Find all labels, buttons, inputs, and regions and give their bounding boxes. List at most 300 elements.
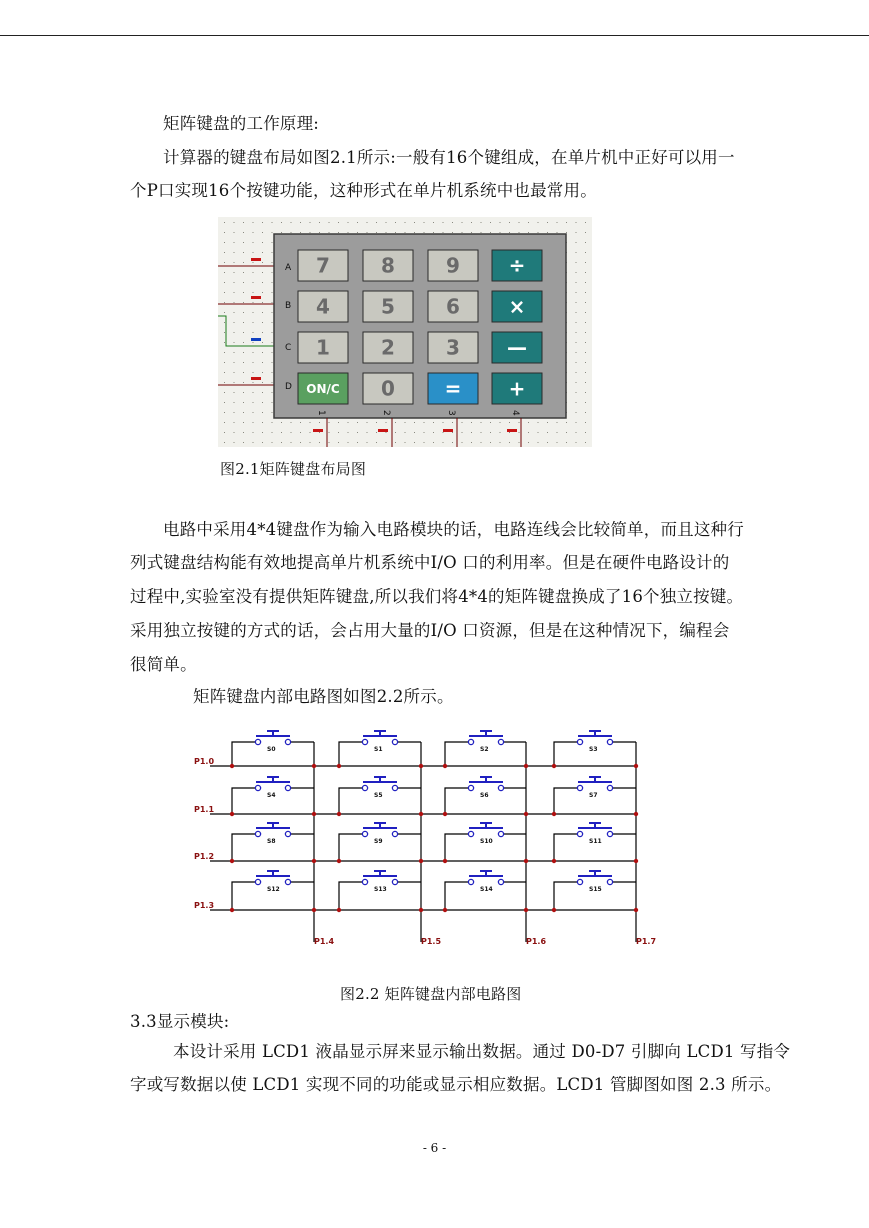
grid-dot	[500, 422, 501, 423]
grid-dot	[234, 402, 235, 403]
grid-dot	[585, 222, 586, 223]
figure-caption: 图2.1矩阵键盘布局图	[220, 460, 367, 478]
junction-node	[634, 812, 638, 816]
grid-dot	[424, 222, 425, 223]
grid-dot	[414, 222, 415, 223]
grid-dot	[243, 382, 244, 383]
paragraph-line: 个P口实现16个按键功能，这种形式在单片机系统中也最常用。	[130, 181, 597, 200]
grid-dot	[329, 232, 330, 233]
grid-dot	[272, 402, 273, 403]
switch-lead	[445, 742, 469, 766]
grid-dot	[234, 392, 235, 393]
header-rule	[0, 35, 869, 36]
grid-dot	[348, 432, 349, 433]
grid-dot	[281, 222, 282, 223]
grid-dot	[376, 422, 377, 423]
grid-dot	[272, 232, 273, 233]
grid-dot	[243, 402, 244, 403]
grid-dot	[224, 382, 225, 383]
grid-dot	[386, 222, 387, 223]
grid-dot	[509, 442, 510, 443]
grid-dot	[243, 372, 244, 373]
grid-dot	[338, 232, 339, 233]
switch-contact	[498, 831, 503, 836]
grid-dot	[585, 372, 586, 373]
junction-node	[552, 812, 556, 816]
junction-node	[443, 764, 447, 768]
grid-dot	[576, 332, 577, 333]
grid-dot	[376, 232, 377, 233]
switch-contact	[607, 879, 612, 884]
grid-dot	[585, 392, 586, 393]
grid-dot	[405, 222, 406, 223]
switch-label: S1	[374, 746, 383, 753]
switch-lead	[445, 834, 469, 861]
row-label: P1.0	[194, 757, 215, 766]
grid-dot	[500, 222, 501, 223]
grid-dot	[253, 362, 254, 363]
switch-contact	[362, 831, 367, 836]
switch-contact	[392, 739, 397, 744]
grid-dot	[300, 422, 301, 423]
grid-dot	[357, 232, 358, 233]
grid-dot	[291, 222, 292, 223]
grid-dot	[424, 442, 425, 443]
grid-dot	[234, 372, 235, 373]
grid-dot	[272, 252, 273, 253]
switch-contact	[362, 879, 367, 884]
junction-node	[419, 764, 423, 768]
grid-dot	[262, 272, 263, 273]
junction-node	[230, 764, 234, 768]
section-heading: 3.3显示模块:	[130, 1012, 230, 1031]
junction-node	[634, 764, 638, 768]
pin-marker	[251, 296, 261, 299]
grid-dot	[243, 282, 244, 283]
grid-dot	[471, 442, 472, 443]
junction-node	[312, 859, 316, 863]
grid-dot	[519, 432, 520, 433]
grid-dot	[443, 232, 444, 233]
switch-contact	[392, 831, 397, 836]
grid-dot	[386, 232, 387, 233]
grid-dot	[272, 282, 273, 283]
grid-dot	[319, 222, 320, 223]
switch-contact	[607, 739, 612, 744]
grid-dot	[253, 412, 254, 413]
grid-dot	[243, 302, 244, 303]
grid-dot	[376, 442, 377, 443]
grid-dot	[253, 262, 254, 263]
grid-dot	[557, 232, 558, 233]
grid-dot	[414, 432, 415, 433]
grid-dot	[376, 432, 377, 433]
grid-dot	[462, 232, 463, 233]
switch-label: S12	[267, 886, 280, 893]
switch-label: S3	[589, 746, 598, 753]
grid-dot	[395, 232, 396, 233]
grid-dot	[509, 422, 510, 423]
grid-dot	[395, 442, 396, 443]
grid-dot	[576, 402, 577, 403]
grid-dot	[500, 232, 501, 233]
grid-dot	[452, 222, 453, 223]
grid-dot	[557, 442, 558, 443]
switch-label: S7	[589, 792, 598, 799]
grid-dot	[262, 292, 263, 293]
grid-dot	[424, 232, 425, 233]
switch-contact	[498, 785, 503, 790]
grid-dot	[291, 232, 292, 233]
grid-dot	[262, 392, 263, 393]
grid-dot	[509, 432, 510, 433]
switch-lead	[232, 742, 256, 766]
grid-dot	[443, 422, 444, 423]
grid-dot	[243, 332, 244, 333]
grid-dot	[253, 382, 254, 383]
grid-dot	[481, 422, 482, 423]
grid-dot	[576, 422, 577, 423]
grid-dot	[243, 432, 244, 433]
switch-contact	[607, 831, 612, 836]
grid-dot	[234, 252, 235, 253]
grid-dot	[272, 322, 273, 323]
grid-dot	[357, 222, 358, 223]
switch-label: S8	[267, 838, 276, 845]
switch-contact	[468, 785, 473, 790]
grid-dot	[234, 382, 235, 383]
grid-dot	[433, 442, 434, 443]
switch-contact	[362, 785, 367, 790]
grid-dot	[462, 442, 463, 443]
switch-contact	[392, 879, 397, 884]
grid-dot	[538, 222, 539, 223]
grid-dot	[262, 352, 263, 353]
grid-dot	[272, 262, 273, 263]
grid-dot	[300, 442, 301, 443]
junction-node	[419, 908, 423, 912]
grid-dot	[585, 342, 586, 343]
key-label: 7	[316, 253, 330, 278]
grid-dot	[500, 442, 501, 443]
grid-dot	[272, 342, 273, 343]
junction-node	[337, 812, 341, 816]
grid-dot	[224, 372, 225, 373]
grid-dot	[433, 232, 434, 233]
grid-dot	[405, 432, 406, 433]
grid-dot	[234, 442, 235, 443]
grid-dot	[338, 222, 339, 223]
key-label: +	[508, 376, 526, 401]
switch-label: S13	[374, 886, 387, 893]
grid-dot	[462, 222, 463, 223]
paragraph-line: 矩阵键盘内部电路图如图2.2所示。	[193, 687, 454, 706]
grid-dot	[566, 222, 567, 223]
junction-node	[552, 859, 556, 863]
key-label: 5	[381, 294, 395, 319]
grid-dot	[253, 392, 254, 393]
paragraph-line: 过程中,实验室没有提供矩阵键盘,所以我们将4*4的矩阵键盘换成了16个独立按键。	[130, 587, 744, 606]
grid-dot	[367, 222, 368, 223]
grid-dot	[395, 422, 396, 423]
grid-dot	[319, 432, 320, 433]
grid-dot	[272, 352, 273, 353]
switch-contact	[577, 831, 582, 836]
col-label: 1	[316, 410, 326, 416]
grid-dot	[234, 282, 235, 283]
grid-dot	[253, 342, 254, 343]
grid-dot	[405, 422, 406, 423]
col-label: 2	[381, 410, 391, 416]
grid-dot	[224, 232, 225, 233]
grid-dot	[585, 412, 586, 413]
switch-lead	[232, 834, 256, 861]
grid-dot	[262, 282, 263, 283]
key-label: 8	[381, 253, 395, 278]
grid-dot	[576, 312, 577, 313]
grid-dot	[281, 442, 282, 443]
grid-dot	[262, 412, 263, 413]
grid-dot	[405, 232, 406, 233]
pin-marker	[507, 429, 517, 432]
junction-node	[312, 764, 316, 768]
grid-dot	[576, 282, 577, 283]
grid-dot	[557, 222, 558, 223]
grid-dot	[253, 312, 254, 313]
grid-dot	[509, 232, 510, 233]
grid-dot	[500, 432, 501, 433]
grid-dot	[547, 232, 548, 233]
switch-contact	[285, 831, 290, 836]
grid-dot	[395, 432, 396, 433]
switch-contact	[607, 785, 612, 790]
grid-dot	[253, 292, 254, 293]
grid-dot	[547, 432, 548, 433]
grid-dot	[576, 292, 577, 293]
switch-label: S9	[374, 838, 383, 845]
row-label: D	[285, 382, 292, 392]
junction-node	[312, 908, 316, 912]
grid-dot	[234, 232, 235, 233]
key-label: 2	[381, 335, 395, 360]
switch-label: S15	[589, 886, 602, 893]
grid-dot	[319, 422, 320, 423]
junction-node	[634, 908, 638, 912]
switch-lead	[339, 882, 363, 910]
grid-dot	[414, 232, 415, 233]
grid-dot	[272, 382, 273, 383]
grid-dot	[585, 432, 586, 433]
grid-dot	[224, 282, 225, 283]
key-label: 6	[446, 294, 460, 319]
grid-dot	[253, 302, 254, 303]
grid-dot	[253, 442, 254, 443]
grid-dot	[528, 432, 529, 433]
grid-dot	[414, 442, 415, 443]
grid-dot	[253, 252, 254, 253]
switch-lead	[339, 788, 363, 814]
grid-dot	[471, 222, 472, 223]
col-label: P1.4	[314, 937, 335, 946]
switch-label: S2	[480, 746, 489, 753]
col-label: 3	[446, 410, 456, 416]
grid-dot	[272, 442, 273, 443]
grid-dot	[528, 222, 529, 223]
grid-dot	[557, 422, 558, 423]
junction-node	[524, 859, 528, 863]
junction-node	[634, 859, 638, 863]
grid-dot	[243, 292, 244, 293]
grid-dot	[433, 222, 434, 223]
grid-dot	[253, 422, 254, 423]
grid-dot	[585, 422, 586, 423]
grid-dot	[291, 442, 292, 443]
grid-dot	[519, 232, 520, 233]
grid-dot	[262, 422, 263, 423]
grid-dot	[585, 242, 586, 243]
grid-dot	[272, 422, 273, 423]
switch-lead	[554, 742, 578, 766]
grid-dot	[585, 362, 586, 363]
row-label: C	[285, 343, 292, 353]
grid-dot	[234, 362, 235, 363]
grid-dot	[272, 222, 273, 223]
row-label: A	[285, 263, 292, 273]
grid-dot	[566, 422, 567, 423]
grid-dot	[310, 232, 311, 233]
switch-contact	[362, 739, 367, 744]
grid-dot	[424, 422, 425, 423]
grid-dot	[405, 442, 406, 443]
grid-dot	[471, 422, 472, 423]
row-label: P1.1	[194, 805, 215, 814]
grid-dot	[234, 342, 235, 343]
junction-node	[552, 764, 556, 768]
pin-marker	[443, 429, 453, 432]
grid-dot	[224, 312, 225, 313]
switch-contact	[577, 879, 582, 884]
row-label: P1.2	[194, 852, 215, 861]
grid-dot	[585, 292, 586, 293]
grid-dot	[576, 252, 577, 253]
grid-dot	[538, 432, 539, 433]
grid-dot	[300, 232, 301, 233]
grid-dot	[357, 432, 358, 433]
grid-dot	[585, 302, 586, 303]
grid-dot	[243, 242, 244, 243]
grid-dot	[262, 402, 263, 403]
grid-dot	[272, 272, 273, 273]
junction-node	[443, 859, 447, 863]
paragraph-line: 采用独立按键的方式的话，会占用大量的I/O 口资源，但是在这种情况下，编程会	[130, 621, 730, 640]
grid-dot	[272, 362, 273, 363]
switch-label: S6	[480, 792, 489, 799]
junction-node	[419, 859, 423, 863]
grid-dot	[262, 342, 263, 343]
grid-dot	[585, 312, 586, 313]
switch-lead	[339, 834, 363, 861]
grid-dot	[576, 262, 577, 263]
grid-dot	[224, 302, 225, 303]
grid-dot	[471, 232, 472, 233]
grid-dot	[519, 222, 520, 223]
grid-dot	[585, 382, 586, 383]
grid-dot	[253, 332, 254, 333]
grid-dot	[262, 262, 263, 263]
junction-node	[337, 764, 341, 768]
junction-node	[552, 908, 556, 912]
row-label: P1.3	[194, 901, 215, 910]
paragraph-line: 字或写数据以使 LCD1 实现不同的功能或显示相应数据。LCD1 管脚图如图 2.3 所示。	[130, 1075, 782, 1094]
grid-dot	[585, 272, 586, 273]
grid-dot	[262, 442, 263, 443]
grid-dot	[414, 422, 415, 423]
grid-dot	[528, 422, 529, 423]
grid-dot	[348, 222, 349, 223]
switch-label: S0	[267, 746, 276, 753]
grid-dot	[291, 432, 292, 433]
grid-dot	[566, 442, 567, 443]
grid-dot	[367, 442, 368, 443]
grid-dot	[243, 272, 244, 273]
grid-dot	[566, 432, 567, 433]
grid-dot	[224, 352, 225, 353]
grid-dot	[243, 422, 244, 423]
grid-dot	[234, 332, 235, 333]
grid-dot	[262, 252, 263, 253]
grid-dot	[329, 422, 330, 423]
grid-dot	[471, 432, 472, 433]
grid-dot	[300, 222, 301, 223]
grid-dot	[253, 222, 254, 223]
switch-lead	[554, 882, 578, 910]
switch-contact	[468, 831, 473, 836]
grid-dot	[253, 282, 254, 283]
row-wire	[218, 316, 278, 346]
grid-dot	[433, 432, 434, 433]
grid-dot	[224, 332, 225, 333]
grid-dot	[329, 222, 330, 223]
grid-dot	[452, 432, 453, 433]
grid-dot	[576, 222, 577, 223]
grid-dot	[234, 222, 235, 223]
grid-dot	[585, 352, 586, 353]
grid-dot	[262, 222, 263, 223]
grid-dot	[224, 412, 225, 413]
key-label: ON/C	[306, 381, 340, 396]
grid-dot	[481, 442, 482, 443]
grid-dot	[243, 342, 244, 343]
grid-dot	[262, 432, 263, 433]
switch-label: S10	[480, 838, 493, 845]
switch-label: S11	[589, 838, 602, 845]
grid-dot	[348, 232, 349, 233]
grid-dot	[585, 332, 586, 333]
grid-dot	[281, 422, 282, 423]
switch-label: S14	[480, 886, 493, 893]
grid-dot	[234, 262, 235, 263]
junction-node	[312, 812, 316, 816]
switch-contact	[498, 879, 503, 884]
grid-dot	[338, 422, 339, 423]
grid-dot	[234, 352, 235, 353]
grid-dot	[272, 302, 273, 303]
grid-dot	[329, 432, 330, 433]
grid-dot	[386, 422, 387, 423]
grid-dot	[310, 442, 311, 443]
grid-dot	[272, 372, 273, 373]
key-label: 9	[446, 253, 460, 278]
